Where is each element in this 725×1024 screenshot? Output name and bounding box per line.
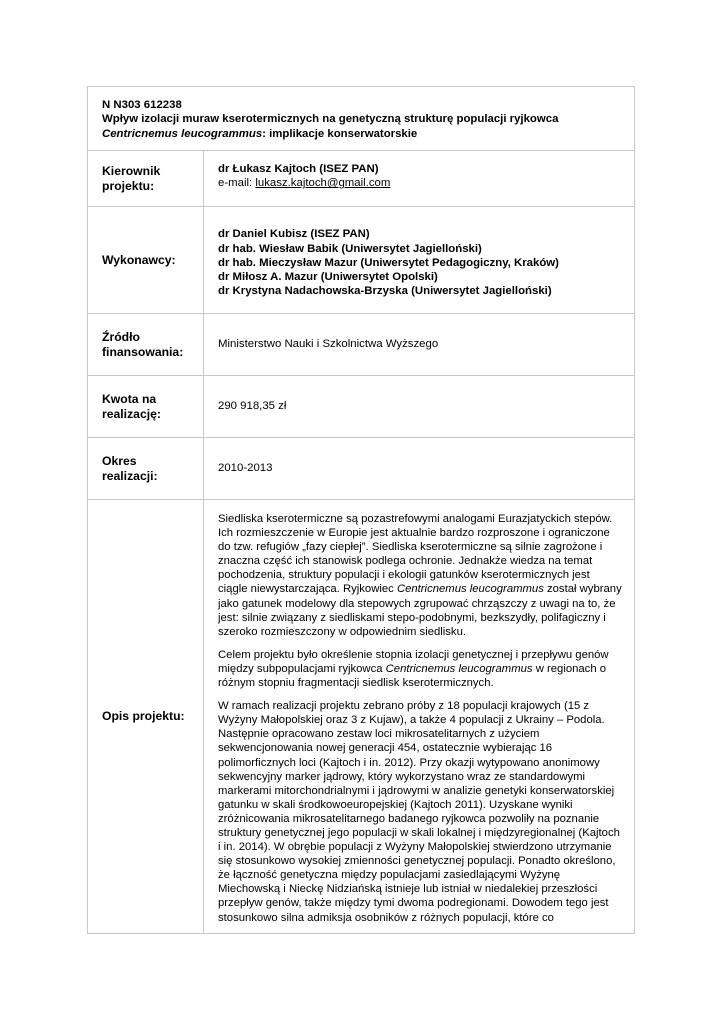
wykonawca-item: dr hab. Mieczysław Mazur (Uniwersytet Pedagogiczny, Kraków) <box>218 256 559 269</box>
value-kwota: 290 918,35 zł <box>218 400 287 413</box>
kierownik-name: dr Łukasz Kajtoch (ISEZ PAN) <box>218 163 379 175</box>
row-opis <box>88 500 634 933</box>
species-name: Centricnemus leucogrammus <box>396 583 544 596</box>
wykonawca-item: dr Miłosz A. Mazur (Uniwersytet Opolski) <box>218 271 438 284</box>
row-kwota <box>88 376 634 438</box>
value-kierownik <box>218 151 622 206</box>
value-wykonawcy <box>218 207 622 313</box>
label-opis: Opis projektu: <box>88 500 204 933</box>
project-card <box>87 86 635 934</box>
label-zrodlo: Źródło finansowania: <box>88 314 204 375</box>
project-number: N N303 612238 <box>102 99 182 111</box>
kierownik-email-line: e-mail: lukasz.kajtoch@gmail.com <box>218 177 391 190</box>
opis-paragraph-3: W ramach realizacji projektu zebrano próby z 18 populacji krajowych (15 z Wyżyny Małopolskiej oraz 3 z Kujaw), a także 4 populacji z Ukrainy – Podola. Następnie opracowano zestaw loci mikrosatelitarnych z użyciem sekwencjonowania nowej generacji 454, ostatecznie wybierając 16 polimorficznych loci (Kajtoch i in. 2012). Przy okazji wytypowano anonimowy sekwencyjny marker jądrowy, który wykorzystano wraz ze standardowymi markerami mitorchondrialnymi i jądrowymi w analizie genetyki konserwatorskiej gatunku w skali środkowoeuropejskiej (Kajtoch 2011). Uzyskane wyniki zróżnicowania mikrosatelitarnego badanego ryjkowca pozwoliły na poznanie struktury genetycznej jego populacji w skali lokalnej i międzyregionalnej (Kajtoch i in. 2014). W obrębie populacji z Wyżyny Małopolskiej stwierdzono utrzymanie się stosunkowo wysokiej zmienności genetycznej populacji. Ponadto określono, że łączność genetyczna między populacjami zasiedlającymi Wyżynę Miechowską i Nieckę Nidziańską istnieje lub istniał w niedalekiej przeszłości przepływ genów, także między tymi dwoma podregionami. Dowodem tego jest stosunkowo silna admiksja osobników z różnych populacji, które co <box>218 700 620 924</box>
project-title-species-line <box>102 127 634 141</box>
value-opis <box>218 500 622 933</box>
label-kwota: Kwota na realizację: <box>88 376 204 437</box>
value-zrodlo: Ministerstwo Nauki i Szkolnictwa Wyższego <box>218 338 439 351</box>
project-header <box>88 87 634 151</box>
row-kierownik <box>88 151 634 207</box>
label-okres: Okres realizacji: <box>88 438 204 499</box>
project-title: Wpływ izolacji muraw kserotermicznych na genetyczną strukturę populacji ryjkowca <box>102 113 559 126</box>
row-okres <box>88 438 634 500</box>
opis-paragraph-1: Siedliska kserotermiczne są pozastrefowymi analogami Eurazjatyckich stepów. Ich rozmieszczenie w Europie jest aktualnie bardzo rozproszone i ograniczone do tzw. refugiów „fazy ciepłej”. Siedliska kserotermiczne są silnie zagrożone i znaczna część ich stanowisk podlega ochronie. Jednakże wiedza na temat pochodzenia, struktury populacji i ekologii gatunków kserotermicznych jest ciągle niewystarczająca. Ryjkowiec Centricnemus leucogrammus został wybrany jako gatunek modelowy dla stepowych zgrupować chrząszczy z uwagi na to, że jest: silnie związany z siedliskami stepo-podobnymi, bezkszydły, polifagiczny i szeroko rozmieszczony w odpowiednim siedlisku. <box>218 513 622 638</box>
wykonawca-item: dr hab. Wiesław Babik (Uniwersytet Jagielloński) <box>218 242 482 255</box>
project-title-suffix: : implikacje konserwatorskie <box>262 127 418 140</box>
row-zrodlo <box>88 314 634 376</box>
row-wykonawcy <box>88 207 634 314</box>
label-kierownik: Kierownik projektu: <box>88 151 204 206</box>
wykonawca-item: dr Daniel Kubisz (ISEZ PAN) <box>218 228 370 241</box>
species-name: Centricnemus leucogrammus <box>385 662 533 675</box>
wykonawca-item: dr Krystyna Nadachowska-Brzyska (Uniwersytet Jagielloński) <box>218 285 552 298</box>
label-wykonawcy: Wykonawcy: <box>88 207 204 313</box>
species-name: Centricnemus leucogrammus <box>102 127 263 140</box>
value-okres: 2010-2013 <box>218 462 273 475</box>
email-link[interactable]: lukasz.kajtoch@gmail.com <box>255 177 391 190</box>
opis-paragraph-2: Celem projektu było określenie stopnia izolacji genetycznej i przepływu genów między subpopulacjami ryjkowca Centricnemus leucogrammus w regionach o różnym stopniu fragmentacji siedlisk kserotermicznych. <box>218 648 609 690</box>
